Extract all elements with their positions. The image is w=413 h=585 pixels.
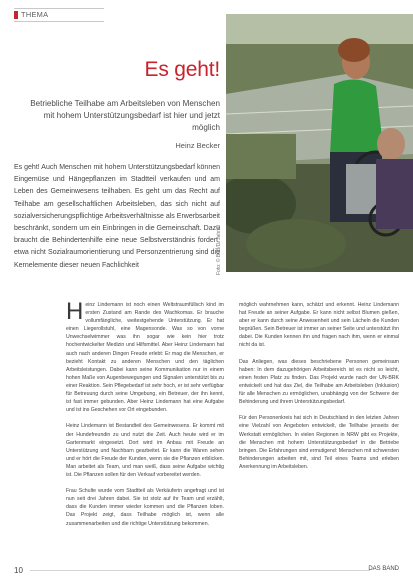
photo-credit — [215, 225, 225, 275]
magazine-name: DAS BAND — [368, 566, 399, 572]
body-paragraph: Frau Schulte wurde vom Stadtteil als Verkäuferin angefragt und ist nun seit drei Jahren dabei. Sie ist stolz auf ihr Team und erzählt, dass die Kunden immer wieder kommen und die Pflanzen loben. Das Projekt zeigt, dass Teilhabe möglich ist, wenn alle zusammenarbeiten und die richtige Unterstützung bekommen. — [66, 488, 224, 527]
body-column-right — [239, 301, 399, 479]
drop-cap: H — [66, 298, 84, 325]
body-paragraph: möglich wahrnehmen kann, schätzt und erkennt. Heinz Lindemann hat Freude an seiner Aufgabe. Er kann nicht selbst Blumen gießen, aber er kann durch seine Anwesenheit und sein Lächeln die Kunden begrüßen. Sein Betreuer ist immer an seiner Seite und unterstützt ihn dabei. Die Kunden kennen ihn und fragen nach ihm, wenn er einmal nicht da ist. — [239, 302, 399, 349]
article-intro: Es geht! Auch Menschen mit hohem Unterstützungsbedarf können Eingemüse und Hängepflanzen im Stadtteil verkaufen und am Leben des Gemeinwesens teilhaben. Es geht um das Recht auf Teilhabe am gesellschaftlichen Arbeitsleben, das sich nicht auf sozialversicherungspflichtige Arbeitsverhältnisse als Erwerbsarbeit beschränkt, sondern um ein Einbringen in die Gemeinschaft. Dazu braucht die Behindertenhilfe eine neue Selbstverständnis fordert, etwa nicht Sozialraumorientierung und Personzentrierung sind die Kernelemente dieser neuen Fachlichkeit — [14, 164, 220, 269]
page-number: 10 — [14, 566, 23, 575]
body-column-left — [66, 298, 224, 536]
article-photo — [226, 14, 413, 272]
section-label: THEMA — [14, 11, 52, 19]
photo-illustration — [226, 14, 413, 272]
paragraph-text: einz Lindemann ist noch einen Weltstraumfüllsch kind im ersten Zustand am Rande des Wachkomas. Er brauche vollumfängliche, weitestgehende Unterstützung. Er hat einen Liegerollstuhl, eine Magensonde. Was so von vorne Unwechselwimmer was ihn sogar wie kein hier trotz hochentwickelter Medizin und Hilfsmittel. Aber Heinz Lindemann hat auch nach anderen Dingen Freude erlebt: Er mag die Menschen, er bezieht Kontakt zu anderen Menschen und den täglichen Arbeitsleistungen. Dabei kann seine Kommunikation nur in einem hohen Maße von Augenbewegungen und Signalen unterstützt bis zu einer Reaktion. Sein Pflegebedarf ist sehr hoch, er ist sehr verfügbar für Betreuung durch seine Umgebung, ein Betreuer, der ihn kennt, ist fast immer gebunden. Aber Heinz Lindemann hat eine Aufgabe und ist ins Geschehen vor Ort eingebunden. — [66, 302, 224, 414]
article-subheadline: Betriebliche Teilhabe am Arbeitsleben von Menschen mit hohem Unterstützungsbedarf ist hier und jetzt möglich — [30, 99, 220, 132]
article-headline: Es geht! — [144, 58, 220, 81]
body-paragraph: Heinz Lindemann ist Bestandteil des Gemeinwesens. Er kommt mit der Hundefreundin zu und nutzt die Zeit. Auch heute wird er im Gartenmarkt eingesetzt. Dort wird im Anbau mit Freude an Unterstützung und Nachbarn gearbeitet. Er kann die Waren sehen und er hört die Freude der Kunden, wenn sie die Pflanzen erblicken. Man arbeitet als Team, und man weiß, dass seine Aufgabe wichtig ist. Die Pflanzen sollen für den Verkauf vorbereitet werden. — [66, 423, 224, 478]
author-name: Heinz Becker — [175, 141, 220, 150]
photo-credit-text: Foto: © BeB/D. Jahnel — [216, 225, 222, 275]
body-paragraph: Das Anliegen, was dieses beschriebene Personen gemeinsam haben: In dem dazugehörigen Arbeitsbereich ist es nicht so leicht, einen festen Platz zu finden. Das Projekt wurde nach der UN-BRK entwickelt und hat das Ziel, die Teilhabe am Arbeitsleben (Inklusion) für alle Menschen zu ermöglichen, unabhängig von der Schwere der Behinderung und ihrem Unterstützungsbedarf. — [239, 358, 399, 406]
section-header — [14, 8, 104, 22]
body-paragraph: Für den Personenkreis hat sich in Deutschland in den letzten Jahren eine Vielzahl von Angeboten entwickelt, die Teilhabe jenseits der Werkstatt ermöglichen. In vielen Regionen in NRW gibt es Projekte, die Menschen mit hohem Unterstützungsbedarf in die Betriebe bringen. Die Erfahrungen sind ermutigend: Menschen mit schwersten Behinderungen arbeiten mit, sind Teil eines Teams und erleben Anerkennung im Arbeitsleben. — [239, 415, 399, 470]
body-paragraph — [66, 298, 224, 414]
footer-divider — [30, 570, 370, 571]
